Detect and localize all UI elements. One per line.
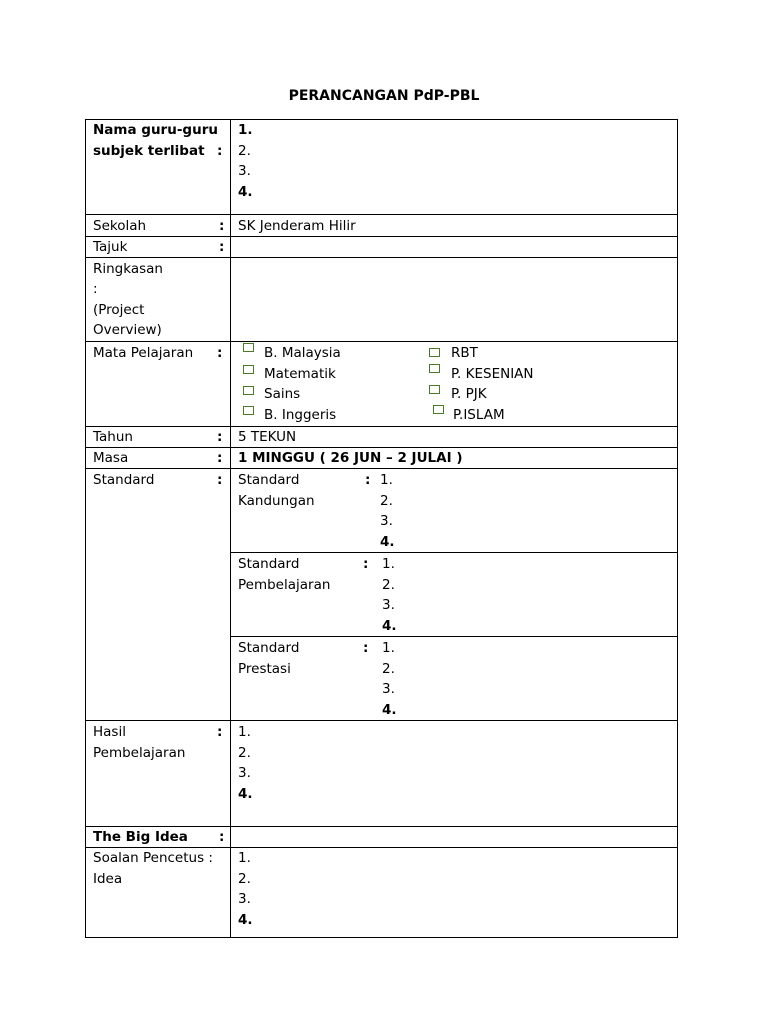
row-divider <box>231 552 677 553</box>
soalan-label-2: Idea <box>93 871 123 887</box>
checkbox-p-pjk[interactable] <box>429 385 440 394</box>
standard-kandungan-label-2: Kandungan <box>238 493 315 509</box>
hasil-item: 1. <box>238 724 251 740</box>
page-title: PERANCANGAN PdP-PBL <box>288 88 480 104</box>
nama-guru-item: 3. <box>238 163 251 179</box>
standard-kandungan-label: Standard <box>238 472 300 488</box>
tajuk-label: Tajuk <box>93 239 128 255</box>
row-divider <box>86 214 677 215</box>
hasil-label: Hasil <box>93 724 126 740</box>
standard-pembelajaran-item: 2. <box>382 577 395 593</box>
hasil-item: 4. <box>238 786 253 802</box>
standard-kandungan-item: 3. <box>380 513 393 529</box>
row-divider <box>86 468 677 469</box>
standard-kandungan-item: 2. <box>380 493 393 509</box>
colon: : <box>217 450 223 466</box>
hasil-label-2: Pembelajaran <box>93 745 186 761</box>
colon: : <box>219 218 225 234</box>
colon: : <box>217 143 223 159</box>
standard-kandungan-item: 4. <box>380 534 395 550</box>
standard-prestasi-label: Standard <box>238 640 300 656</box>
subject-option-label: Matematik <box>264 366 336 382</box>
nama-guru-item: 4. <box>238 184 253 200</box>
subject-option-label: P.ISLAM <box>453 407 505 423</box>
subject-option-label: B. Inggeris <box>264 407 337 423</box>
soalan-item: 1. <box>238 850 251 866</box>
hasil-item: 2. <box>238 745 251 761</box>
row-divider <box>86 426 677 427</box>
standard-pembelajaran-item: 1. <box>382 556 395 572</box>
soalan-item: 3. <box>238 891 251 907</box>
standard-pembelajaran-item: 4. <box>382 618 397 634</box>
subject-option-label: B. Malaysia <box>264 345 341 361</box>
colon: : <box>363 640 369 656</box>
checkbox-p-kesenian[interactable] <box>429 364 440 373</box>
standard-prestasi-item: 3. <box>382 681 395 697</box>
row-divider <box>86 341 677 342</box>
sekolah-label: Sekolah <box>93 218 147 234</box>
checkbox-sains[interactable] <box>243 386 254 395</box>
standard-prestasi-item: 2. <box>382 661 395 677</box>
sekolah-value: SK Jenderam Hilir <box>238 218 356 234</box>
ringkasan-label-4: Overview) <box>93 322 162 338</box>
nama-guru-item: 2. <box>238 143 251 159</box>
hasil-item: 3. <box>238 765 251 781</box>
ringkasan-label-3: (Project <box>93 302 145 318</box>
standard-prestasi-label-2: Prestasi <box>238 661 291 677</box>
colon: : <box>219 239 225 255</box>
soalan-label: Soalan Pencetus : <box>93 850 213 866</box>
planning-form-table <box>85 119 678 938</box>
big-idea-label: The Big Idea <box>93 829 188 845</box>
subject-option-label: P. KESENIAN <box>451 366 534 382</box>
row-divider <box>86 236 677 237</box>
colon: : <box>363 556 369 572</box>
standard-prestasi-item: 1. <box>382 640 395 656</box>
nama-guru-item: 1. <box>238 122 253 138</box>
colon: : <box>217 429 223 445</box>
colon: : <box>93 281 98 297</box>
colon: : <box>217 724 223 740</box>
checkbox-b-malaysia[interactable] <box>243 343 254 352</box>
colon: : <box>365 472 371 488</box>
mata-pelajaran-label: Mata Pelajaran <box>93 345 194 361</box>
standard-pembelajaran-item: 3. <box>382 597 395 613</box>
row-divider <box>86 257 677 258</box>
subject-option-label: P. PJK <box>451 386 487 402</box>
subject-option-label: RBT <box>451 345 478 361</box>
soalan-item: 4. <box>238 912 253 928</box>
colon: : <box>219 829 225 845</box>
standard-pembelajaran-label-2: Pembelajaran <box>238 577 331 593</box>
subject-option-label: Sains <box>264 386 301 402</box>
row-divider <box>86 720 677 721</box>
colon: : <box>217 472 223 488</box>
nama-guru-label-2: subjek terlibat <box>93 143 205 159</box>
checkbox-p-islam[interactable] <box>433 405 444 414</box>
checkbox-rbt[interactable] <box>429 348 440 357</box>
masa-label: Masa <box>93 450 129 466</box>
masa-value: 1 MINGGU ( 26 JUN – 2 JULAI ) <box>238 450 463 466</box>
standard-prestasi-item: 4. <box>382 702 397 718</box>
tahun-label: Tahun <box>93 429 133 445</box>
standard-pembelajaran-label: Standard <box>238 556 300 572</box>
ringkasan-label: Ringkasan <box>93 261 163 277</box>
colon: : <box>217 345 223 361</box>
nama-guru-label: Nama guru-guru <box>93 122 218 138</box>
column-divider <box>230 120 231 937</box>
standard-kandungan-item: 1. <box>380 472 393 488</box>
checkbox-matematik[interactable] <box>243 365 254 374</box>
standard-label: Standard <box>93 472 155 488</box>
tahun-value: 5 TEKUN <box>238 429 297 445</box>
checkbox-b-inggeris[interactable] <box>243 406 254 415</box>
soalan-item: 2. <box>238 871 251 887</box>
row-divider <box>231 636 677 637</box>
